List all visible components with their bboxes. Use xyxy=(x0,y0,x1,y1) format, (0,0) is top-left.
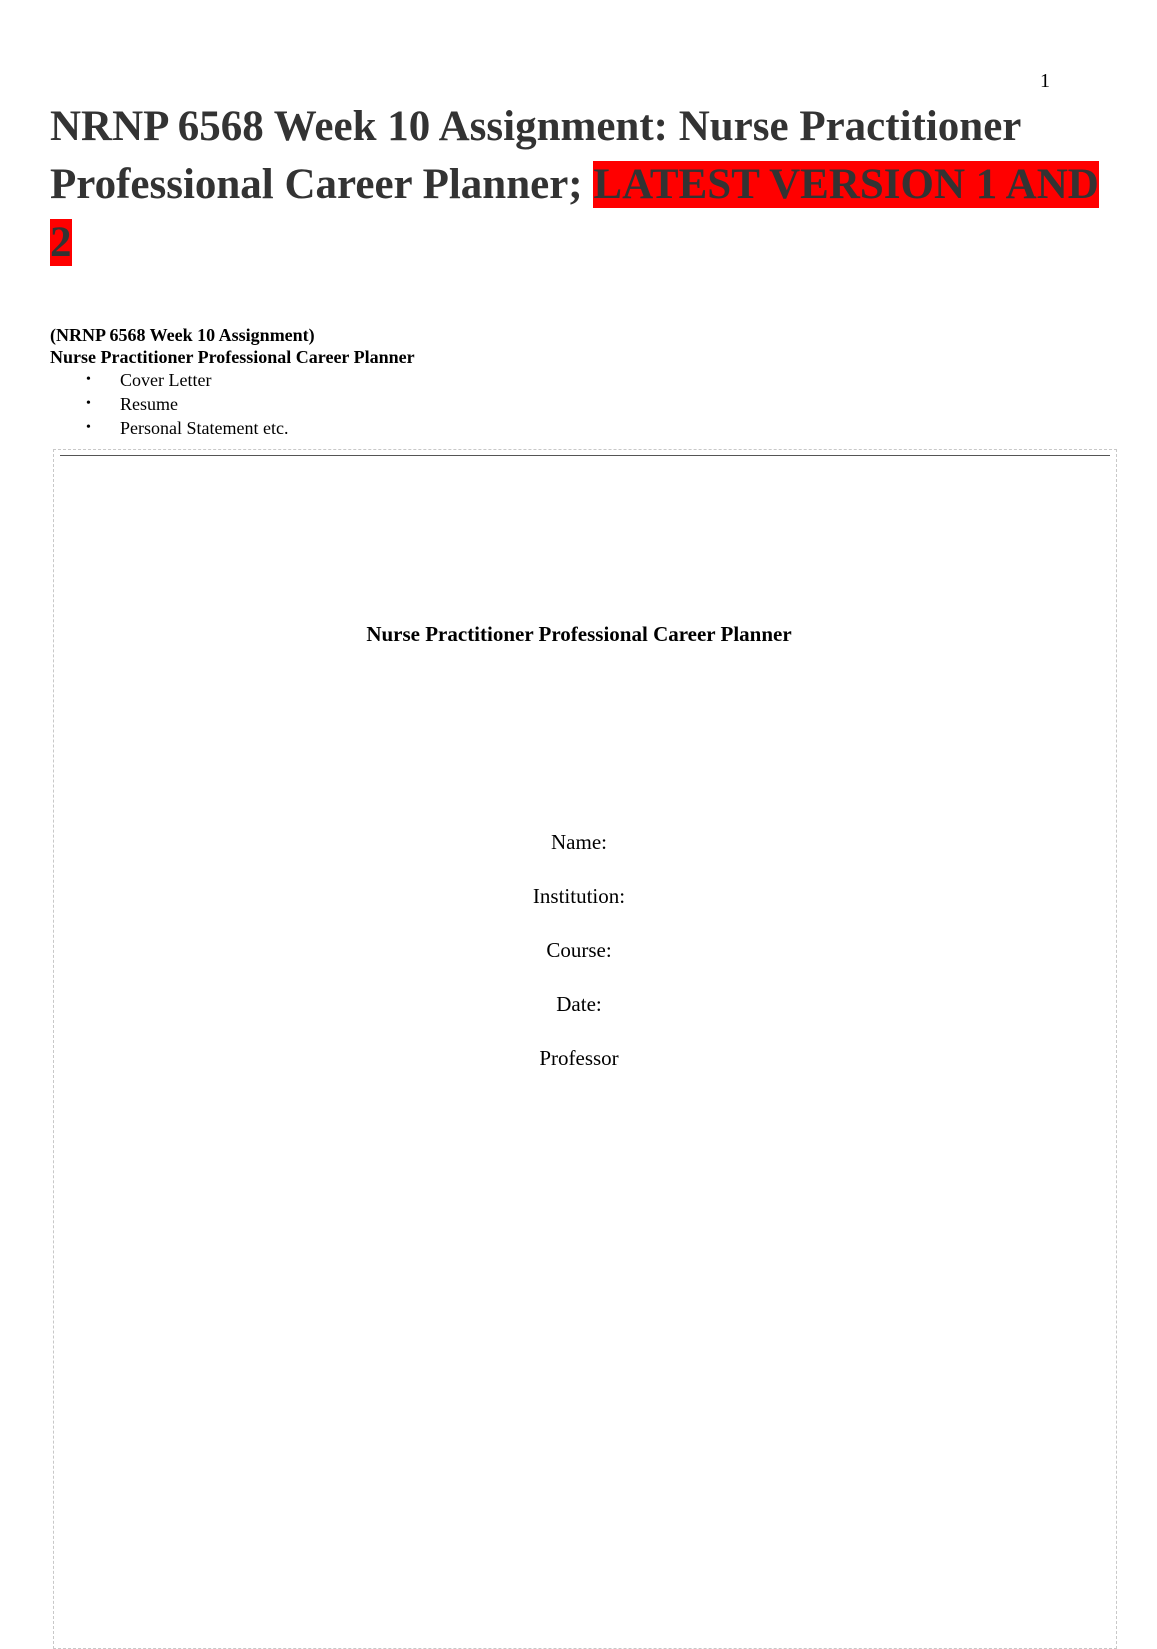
cover-page-fields xyxy=(54,830,1104,1100)
institution-field-label: Institution: xyxy=(532,884,626,908)
bullet-icon: • xyxy=(86,372,91,387)
assignment-subheader xyxy=(50,324,415,368)
list-item xyxy=(50,392,288,416)
list-item xyxy=(50,416,288,440)
page-number: 1 xyxy=(1040,70,1050,92)
assignment-name-line: Nurse Practitioner Professional Career Planner xyxy=(50,347,415,367)
embedded-cover-page xyxy=(53,449,1117,1649)
document-title xyxy=(50,98,1100,272)
list-item xyxy=(50,368,288,392)
highlighted-version-text: LATEST VERSION 1 AND 2 xyxy=(50,161,1099,266)
cover-page-title: Nurse Practitioner Professional Career Planner xyxy=(366,622,792,646)
list-item-label: Cover Letter xyxy=(120,370,212,390)
professor-field-label: Professor xyxy=(539,1046,619,1070)
date-field-label: Date: xyxy=(556,992,602,1016)
assignment-code-line: (NRNP 6568 Week 10 Assignment) xyxy=(50,325,315,345)
list-item-label: Resume xyxy=(120,394,178,414)
divider xyxy=(60,455,1110,456)
bullet-icon: • xyxy=(86,420,91,435)
bullet-icon: • xyxy=(86,396,91,411)
course-field-label: Course: xyxy=(546,938,612,962)
contents-list xyxy=(50,368,288,440)
list-item-label: Personal Statement etc. xyxy=(120,418,289,438)
document-title-text: NRNP 6568 Week 10 Assignment: Nurse Practitioner Professional Career Planner; xyxy=(50,103,1021,208)
name-field-label: Name: xyxy=(551,830,607,854)
